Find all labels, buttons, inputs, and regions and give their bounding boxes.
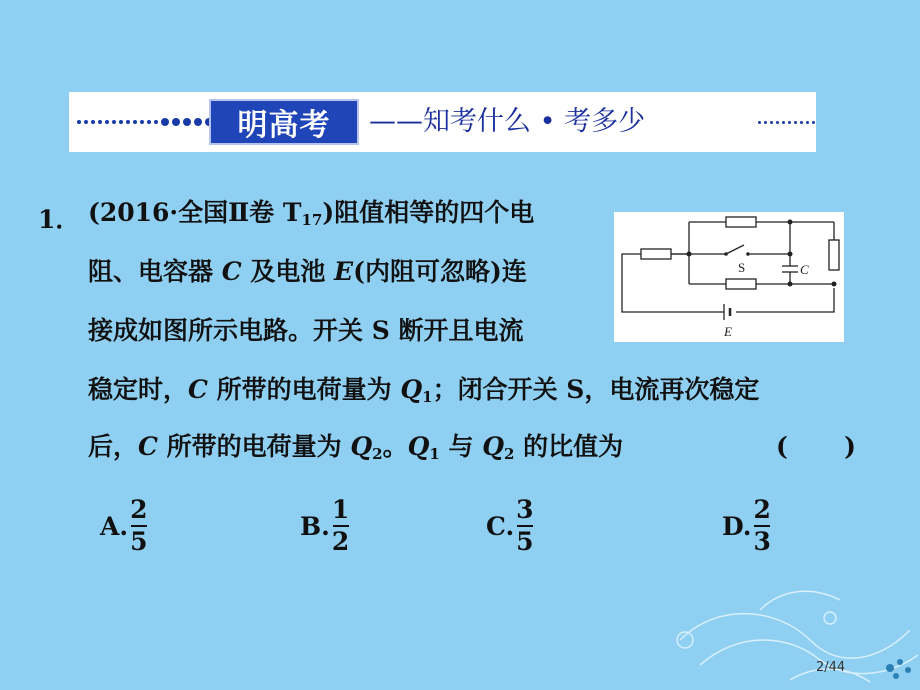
banner-tag: 明高考	[209, 99, 359, 145]
banner-subtitle: ——知考什么 • 考多少	[369, 106, 646, 137]
circuit-svg	[614, 212, 844, 342]
question-line-4: 稳定时，C 所带的电荷量为 $Q_1$；闭合开关 S，电流再次稳定	[88, 375, 760, 406]
circuit-diagram	[614, 212, 844, 342]
question-line-2: 阻、电容器 C 及电池 E(内阻可忽略)连	[88, 257, 527, 286]
answer-blank: ( )	[776, 432, 856, 461]
section-banner	[69, 92, 816, 152]
resistor-4	[726, 279, 756, 289]
resistor-2	[726, 217, 756, 227]
question-line-1: (2016·全国Ⅱ卷 $T_{17}$)阻值相等的四个电	[88, 198, 535, 229]
battery-label: E	[724, 324, 732, 339]
resistor-3	[829, 240, 839, 270]
capacitor-label: C	[800, 262, 809, 277]
option-b[interactable]: B. $\frac{1}{2}$	[300, 495, 350, 556]
banner-dots-right	[758, 116, 810, 128]
decorative-swirl	[640, 570, 920, 690]
option-c[interactable]: C. $\frac{3}{5}$	[486, 495, 534, 556]
question-line-3: 接成如图所示电路。开关 S 断开且电流	[88, 316, 524, 345]
option-a[interactable]: A. $\frac{2}{5}$	[100, 495, 148, 556]
option-d[interactable]: D. $\frac{2}{3}$	[722, 495, 771, 556]
question-number: 1．	[38, 205, 81, 234]
resistor-1	[641, 249, 671, 259]
page-number: 2/44	[816, 660, 846, 675]
switch-label: S	[738, 260, 746, 275]
question-line-5: 后，C 所带的电荷量为 $Q_2$。$Q_1$ 与 $Q_2$ 的比值为	[88, 432, 624, 463]
